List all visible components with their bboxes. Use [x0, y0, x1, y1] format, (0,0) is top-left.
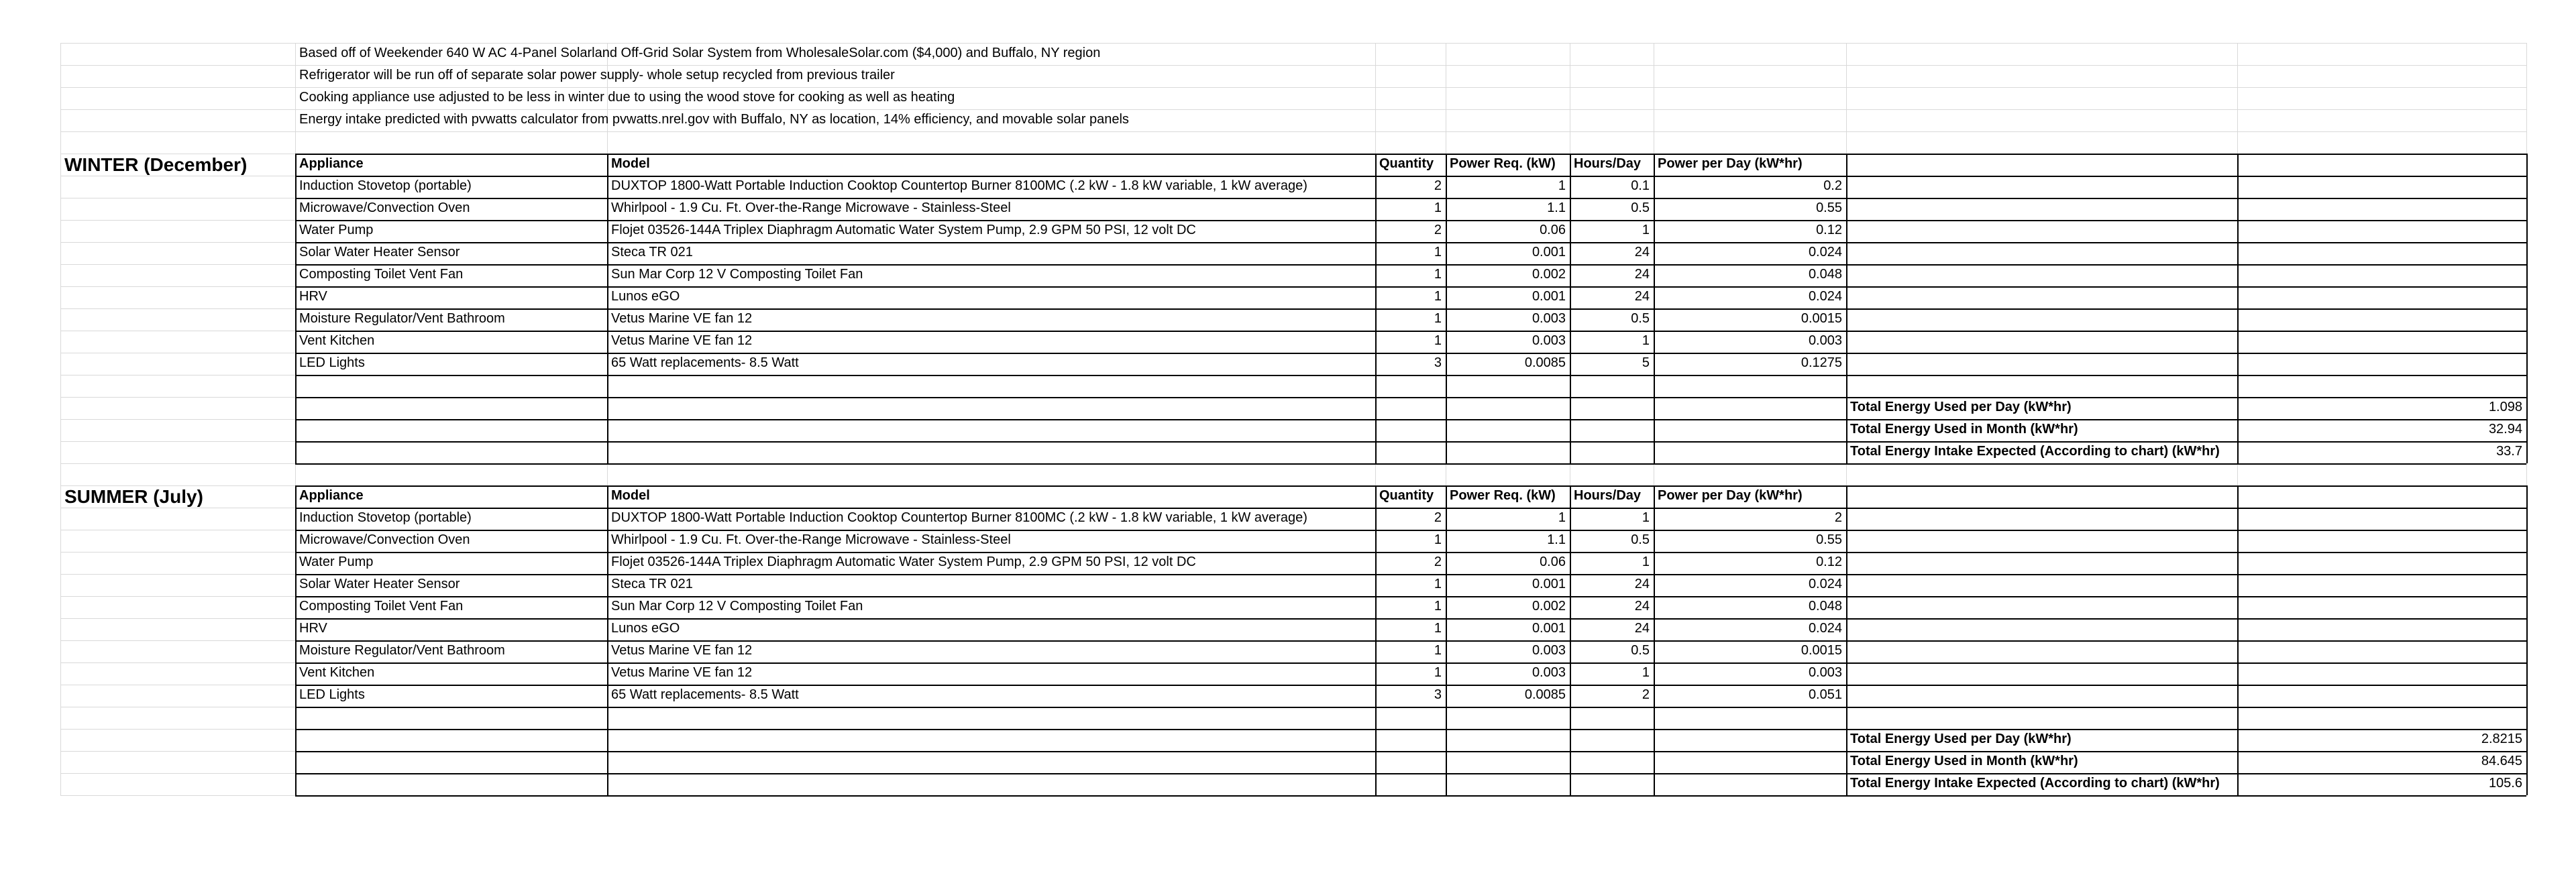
- value-cell[interactable]: 0.024: [1808, 621, 1842, 636]
- value-cell[interactable]: 0.1: [1631, 178, 1650, 193]
- appliance-cell[interactable]: Composting Toilet Vent Fan: [299, 267, 464, 282]
- value-cell[interactable]: 0.003: [1808, 665, 1842, 680]
- section-title[interactable]: SUMMER (July): [64, 486, 203, 507]
- value-cell[interactable]: 0.048: [1808, 267, 1842, 282]
- appliance-cell[interactable]: HRV: [299, 621, 327, 636]
- value-cell[interactable]: 2: [1834, 510, 1842, 525]
- note-text[interactable]: Energy intake predicted with pvwatts calculator from pvwatts.nrel.gov with Buffalo, NY as location, 14% efficiency, and movable solar panels: [299, 112, 1129, 127]
- total-label[interactable]: Total Energy Intake Expected (According to chart) (kW*hr): [1850, 776, 2220, 791]
- model-cell[interactable]: Flojet 03526-144A Triplex Diaphragm Automatic Water System Pump, 2.9 GPM 50 PSI, 12 volt DC: [611, 555, 1196, 569]
- appliance-cell[interactable]: HRV: [299, 289, 327, 304]
- value-cell[interactable]: 0.0085: [1524, 687, 1566, 702]
- value-cell[interactable]: 0.001: [1532, 577, 1566, 591]
- column-header[interactable]: Hours/Day: [1574, 156, 1642, 171]
- model-cell[interactable]: Steca TR 021: [611, 245, 693, 259]
- value-cell[interactable]: 0.001: [1532, 245, 1566, 259]
- total-value[interactable]: 105.6: [2488, 776, 2522, 791]
- table-border-row: [295, 707, 2526, 708]
- value-cell[interactable]: 24: [1634, 621, 1650, 636]
- column-header[interactable]: Quantity: [1379, 488, 1434, 503]
- value-cell[interactable]: 0.002: [1532, 267, 1566, 282]
- model-cell[interactable]: Vetus Marine VE fan 12: [611, 643, 753, 658]
- value-cell[interactable]: 2: [1434, 510, 1442, 525]
- appliance-cell[interactable]: Water Pump: [299, 223, 374, 237]
- column-header[interactable]: Model: [611, 156, 650, 171]
- column-header[interactable]: Appliance: [299, 488, 364, 503]
- model-cell[interactable]: 65 Watt replacements- 8.5 Watt: [611, 355, 799, 370]
- appliance-cell[interactable]: Solar Water Heater Sensor: [299, 245, 460, 259]
- value-cell[interactable]: 1: [1434, 245, 1442, 259]
- appliance-cell[interactable]: Moisture Regulator/Vent Bathroom: [299, 311, 505, 326]
- value-cell[interactable]: 24: [1634, 267, 1650, 282]
- model-cell[interactable]: Vetus Marine VE fan 12: [611, 333, 753, 348]
- value-cell[interactable]: 24: [1634, 289, 1650, 304]
- section-title[interactable]: WINTER (December): [64, 154, 248, 175]
- appliance-cell[interactable]: Composting Toilet Vent Fan: [299, 599, 464, 614]
- value-cell[interactable]: 0.2: [1823, 178, 1842, 193]
- model-cell[interactable]: Whirlpool - 1.9 Cu. Ft. Over-the-Range Microwave - Stainless-Steel: [611, 532, 1011, 547]
- value-cell[interactable]: 0.5: [1631, 643, 1650, 658]
- column-header[interactable]: Power per Day (kW*hr): [1658, 488, 1803, 503]
- value-cell[interactable]: 24: [1634, 577, 1650, 591]
- value-cell[interactable]: 0.0085: [1524, 355, 1566, 370]
- column-header[interactable]: Quantity: [1379, 156, 1434, 171]
- value-cell[interactable]: 0.003: [1532, 665, 1566, 680]
- total-label[interactable]: Total Energy Used per Day (kW*hr): [1850, 400, 2072, 414]
- model-cell[interactable]: Lunos eGO: [611, 621, 680, 636]
- column-header[interactable]: Appliance: [299, 156, 364, 171]
- model-cell[interactable]: Vetus Marine VE fan 12: [611, 665, 753, 680]
- table-border-row: [295, 463, 2526, 465]
- value-cell[interactable]: 2: [1642, 687, 1650, 702]
- table-border-col: [2526, 154, 2528, 463]
- column-header[interactable]: Power per Day (kW*hr): [1658, 156, 1803, 171]
- value-cell[interactable]: 1: [1558, 510, 1566, 525]
- value-cell[interactable]: 3: [1434, 687, 1442, 702]
- total-label[interactable]: Total Energy Used per Day (kW*hr): [1850, 732, 2072, 746]
- model-cell[interactable]: Sun Mar Corp 12 V Composting Toilet Fan: [611, 599, 863, 614]
- value-cell[interactable]: 5: [1642, 355, 1650, 370]
- table-border-row: [295, 795, 2526, 797]
- grid-row-line: [60, 131, 2526, 132]
- value-cell[interactable]: 0.003: [1532, 643, 1566, 658]
- value-cell[interactable]: 1: [1434, 200, 1442, 215]
- value-cell[interactable]: 1: [1434, 532, 1442, 547]
- model-cell[interactable]: Steca TR 021: [611, 577, 693, 591]
- table-border-row: [295, 375, 2526, 376]
- value-cell[interactable]: 0.024: [1808, 289, 1842, 304]
- value-cell[interactable]: 0.55: [1816, 532, 1842, 547]
- value-cell[interactable]: 1: [1642, 665, 1650, 680]
- appliance-cell[interactable]: Induction Stovetop (portable): [299, 510, 472, 525]
- value-cell[interactable]: 2: [1434, 223, 1442, 237]
- value-cell[interactable]: 1: [1434, 643, 1442, 658]
- model-cell[interactable]: 65 Watt replacements- 8.5 Watt: [611, 687, 799, 702]
- model-cell[interactable]: Sun Mar Corp 12 V Composting Toilet Fan: [611, 267, 863, 282]
- total-label[interactable]: Total Energy Used in Month (kW*hr): [1850, 754, 2078, 768]
- appliance-cell[interactable]: Solar Water Heater Sensor: [299, 577, 460, 591]
- value-cell[interactable]: 0.003: [1532, 333, 1566, 348]
- total-label[interactable]: Total Energy Intake Expected (According to chart) (kW*hr): [1850, 444, 2220, 459]
- value-cell[interactable]: 0.048: [1808, 599, 1842, 614]
- value-cell[interactable]: 1: [1642, 333, 1650, 348]
- value-cell[interactable]: 0.024: [1808, 577, 1842, 591]
- model-cell[interactable]: Vetus Marine VE fan 12: [611, 311, 753, 326]
- model-cell[interactable]: Flojet 03526-144A Triplex Diaphragm Automatic Water System Pump, 2.9 GPM 50 PSI, 12 volt DC: [611, 223, 1196, 237]
- value-cell[interactable]: 1.1: [1547, 532, 1566, 547]
- value-cell[interactable]: 0.024: [1808, 245, 1842, 259]
- value-cell[interactable]: 0.001: [1532, 289, 1566, 304]
- value-cell[interactable]: 0.0015: [1801, 311, 1842, 326]
- value-cell[interactable]: 0.1275: [1801, 355, 1842, 370]
- value-cell[interactable]: 1: [1434, 311, 1442, 326]
- value-cell[interactable]: 1: [1642, 510, 1650, 525]
- column-header[interactable]: Power Req. (kW): [1450, 488, 1556, 503]
- value-cell[interactable]: 1: [1434, 577, 1442, 591]
- total-value[interactable]: 84.645: [2481, 754, 2522, 768]
- value-cell[interactable]: 24: [1634, 599, 1650, 614]
- total-value[interactable]: 33.7: [2496, 444, 2522, 459]
- note-text[interactable]: Cooking appliance use adjusted to be less in winter due to using the wood stove for cooking as well as heating: [299, 90, 955, 105]
- value-cell[interactable]: 0.5: [1631, 200, 1650, 215]
- value-cell[interactable]: 0.003: [1808, 333, 1842, 348]
- value-cell[interactable]: 1: [1434, 267, 1442, 282]
- value-cell[interactable]: 1: [1642, 223, 1650, 237]
- appliance-cell[interactable]: Vent Kitchen: [299, 333, 375, 348]
- value-cell[interactable]: 1: [1434, 665, 1442, 680]
- value-cell[interactable]: 0.12: [1816, 223, 1842, 237]
- value-cell[interactable]: 2: [1434, 555, 1442, 569]
- appliance-cell[interactable]: Microwave/Convection Oven: [299, 200, 470, 215]
- value-cell[interactable]: 1.1: [1547, 200, 1566, 215]
- appliance-cell[interactable]: Moisture Regulator/Vent Bathroom: [299, 643, 505, 658]
- value-cell[interactable]: 0.12: [1816, 555, 1842, 569]
- appliance-cell[interactable]: Vent Kitchen: [299, 665, 375, 680]
- value-cell[interactable]: 2: [1434, 178, 1442, 193]
- model-cell[interactable]: Lunos eGO: [611, 289, 680, 304]
- value-cell[interactable]: 0.06: [1540, 555, 1566, 569]
- total-value[interactable]: 1.098: [2488, 400, 2522, 414]
- total-label[interactable]: Total Energy Used in Month (kW*hr): [1850, 422, 2078, 437]
- column-header[interactable]: Hours/Day: [1574, 488, 1642, 503]
- note-text[interactable]: Refrigerator will be run off of separate solar power supply- whole setup recycled from previous trailer: [299, 68, 895, 82]
- value-cell[interactable]: 0.5: [1631, 311, 1650, 326]
- value-cell[interactable]: 0.051: [1808, 687, 1842, 702]
- value-cell[interactable]: 1: [1434, 599, 1442, 614]
- appliance-cell[interactable]: Water Pump: [299, 555, 374, 569]
- value-cell[interactable]: 0.06: [1540, 223, 1566, 237]
- value-cell[interactable]: 0.002: [1532, 599, 1566, 614]
- appliance-cell[interactable]: LED Lights: [299, 687, 365, 702]
- appliance-cell[interactable]: Induction Stovetop (portable): [299, 178, 472, 193]
- value-cell[interactable]: 1: [1434, 289, 1442, 304]
- value-cell[interactable]: 1: [1642, 555, 1650, 569]
- column-header[interactable]: Power Req. (kW): [1450, 156, 1556, 171]
- value-cell[interactable]: 1: [1434, 333, 1442, 348]
- value-cell[interactable]: 0.55: [1816, 200, 1842, 215]
- appliance-cell[interactable]: Microwave/Convection Oven: [299, 532, 470, 547]
- value-cell[interactable]: 0.003: [1532, 311, 1566, 326]
- value-cell[interactable]: 0.001: [1532, 621, 1566, 636]
- value-cell[interactable]: 1: [1558, 178, 1566, 193]
- appliance-cell[interactable]: LED Lights: [299, 355, 365, 370]
- total-value[interactable]: 32.94: [2488, 422, 2522, 437]
- table-border-col: [2526, 485, 2528, 795]
- value-cell[interactable]: 0.0015: [1801, 643, 1842, 658]
- value-cell[interactable]: 1: [1434, 621, 1442, 636]
- model-cell[interactable]: DUXTOP 1800-Watt Portable Induction Cooktop Countertop Burner 8100MC (.2 kW - 1.8 kW variable, 1 kW average): [611, 178, 1307, 193]
- model-cell[interactable]: DUXTOP 1800-Watt Portable Induction Cooktop Countertop Burner 8100MC (.2 kW - 1.8 kW variable, 1 kW average): [611, 510, 1307, 525]
- value-cell[interactable]: 3: [1434, 355, 1442, 370]
- note-text[interactable]: Based off of Weekender 640 W AC 4-Panel Solarland Off-Grid Solar System from WholesaleSolar.com ($4,000) and Buffalo, NY region: [299, 46, 1101, 60]
- value-cell[interactable]: 24: [1634, 245, 1650, 259]
- model-cell[interactable]: Whirlpool - 1.9 Cu. Ft. Over-the-Range Microwave - Stainless-Steel: [611, 200, 1011, 215]
- total-value[interactable]: 2.8215: [2481, 732, 2522, 746]
- value-cell[interactable]: 0.5: [1631, 532, 1650, 547]
- column-header[interactable]: Model: [611, 488, 650, 503]
